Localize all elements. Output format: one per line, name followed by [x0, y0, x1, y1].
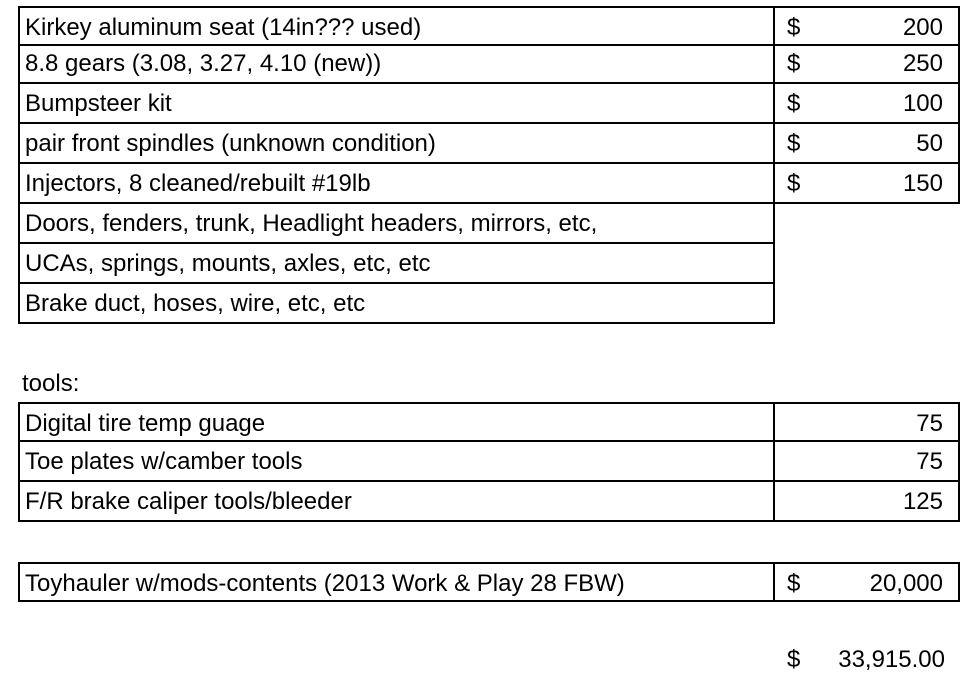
- tool-value: 125: [902, 488, 943, 515]
- currency-symbol: $: [787, 170, 801, 197]
- table-row: [0, 164, 960, 204]
- tool-amount: [775, 402, 960, 442]
- currency-symbol: $: [787, 90, 801, 117]
- tool-value: 75: [916, 448, 943, 475]
- item-description: Doors, fenders, trunk, Headlight headers, mirrors, etc,: [18, 204, 775, 244]
- item-amount: [775, 6, 960, 46]
- currency-symbol: $: [787, 50, 801, 77]
- item-description: pair front spindles (unknown condition): [18, 124, 775, 164]
- table-row: [0, 442, 960, 482]
- toyhauler-amount: [775, 562, 960, 602]
- table-row: [0, 244, 960, 284]
- tool-amount: [775, 442, 960, 482]
- item-amount: [775, 44, 960, 84]
- currency-symbol: $: [787, 646, 801, 673]
- toyhauler-value: 20,000: [869, 570, 943, 597]
- currency-symbol: $: [787, 570, 801, 597]
- table-row: [0, 204, 960, 244]
- grand-total: [775, 640, 960, 680]
- item-description: Brake duct, hoses, wire, etc, etc: [18, 284, 775, 324]
- item-value: 250: [902, 50, 943, 77]
- item-description: Kirkey aluminum seat (14in??? used): [18, 6, 775, 46]
- tool-description: Toe plates w/camber tools: [18, 442, 775, 482]
- item-description: UCAs, springs, mounts, axles, etc, etc: [18, 244, 775, 284]
- item-amount: [775, 164, 960, 204]
- tool-description: F/R brake caliper tools/bleeder: [18, 482, 775, 522]
- table-row: [0, 482, 960, 522]
- item-description: Injectors, 8 cleaned/rebuilt #19lb: [18, 164, 775, 204]
- item-amount: [775, 84, 960, 124]
- item-value: 150: [902, 170, 943, 197]
- item-description: 8.8 gears (3.08, 3.27, 4.10 (new)): [18, 44, 775, 84]
- tool-amount: [775, 482, 960, 522]
- table-row: [0, 402, 960, 442]
- currency-symbol: $: [787, 14, 801, 41]
- item-value: 50: [916, 130, 943, 157]
- table-row: [0, 44, 960, 84]
- tool-value: 75: [916, 410, 943, 437]
- table-row: [0, 124, 960, 164]
- table-row: [0, 84, 960, 124]
- table-row: [0, 6, 960, 46]
- toyhauler-description: Toyhauler w/mods-contents (2013 Work & Play 28 FBW): [18, 562, 775, 602]
- item-amount: [775, 124, 960, 164]
- total-value: 33,915.00: [838, 646, 945, 673]
- tool-description: Digital tire temp guage: [18, 402, 775, 442]
- tools-label: tools:: [22, 370, 80, 397]
- item-description: Bumpsteer kit: [18, 84, 775, 124]
- currency-symbol: $: [787, 130, 801, 157]
- table-row: [0, 284, 960, 324]
- item-value: 100: [902, 90, 943, 117]
- item-value: 200: [902, 14, 943, 41]
- toyhauler-row: [0, 562, 960, 602]
